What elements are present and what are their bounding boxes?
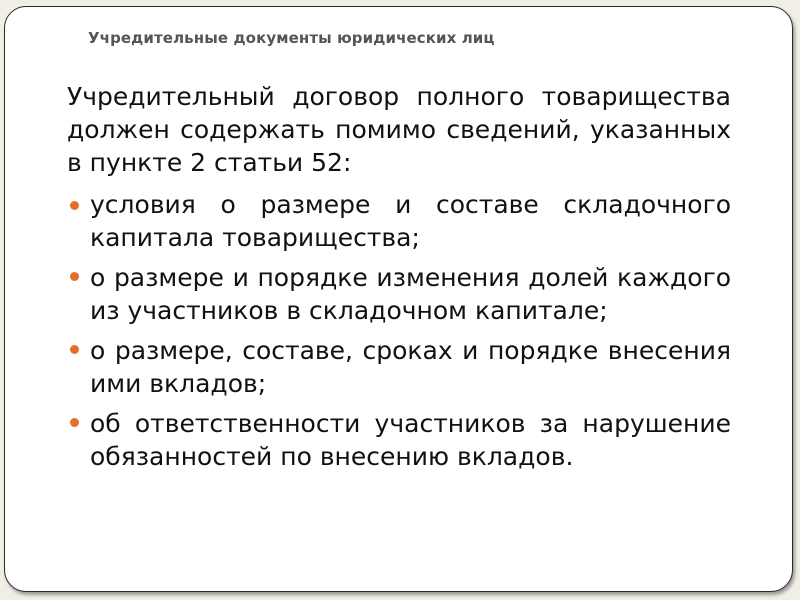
list-item [67, 188, 731, 254]
intro-paragraph: Учредительный договор полного товарищества должен содержать помимо сведений, указанных в пункте 2 статьи 52: [67, 82, 731, 177]
bullet-dot-icon [70, 418, 79, 427]
bullet-list [67, 188, 731, 473]
list-item [67, 334, 731, 400]
list-item-text: об ответственности участников за нарушение обязанностей по внесению вкладов. [90, 409, 731, 471]
list-item [67, 261, 731, 327]
list-item [67, 407, 731, 473]
slide-title: Учредительные документы юридических лиц [88, 29, 495, 47]
list-item-text: условия о размере и составе складочного капитала товарищества; [90, 190, 731, 252]
bullet-dot-icon [70, 201, 79, 210]
list-item-text: о размере, составе, сроках и порядке внесения ими вкладов; [90, 336, 731, 398]
bullet-dot-icon [70, 345, 79, 354]
list-item-text: о размере и порядке изменения долей каждого из участников в складочном капитале; [90, 263, 731, 325]
slide-content [67, 80, 731, 473]
bullet-dot-icon [70, 272, 79, 281]
